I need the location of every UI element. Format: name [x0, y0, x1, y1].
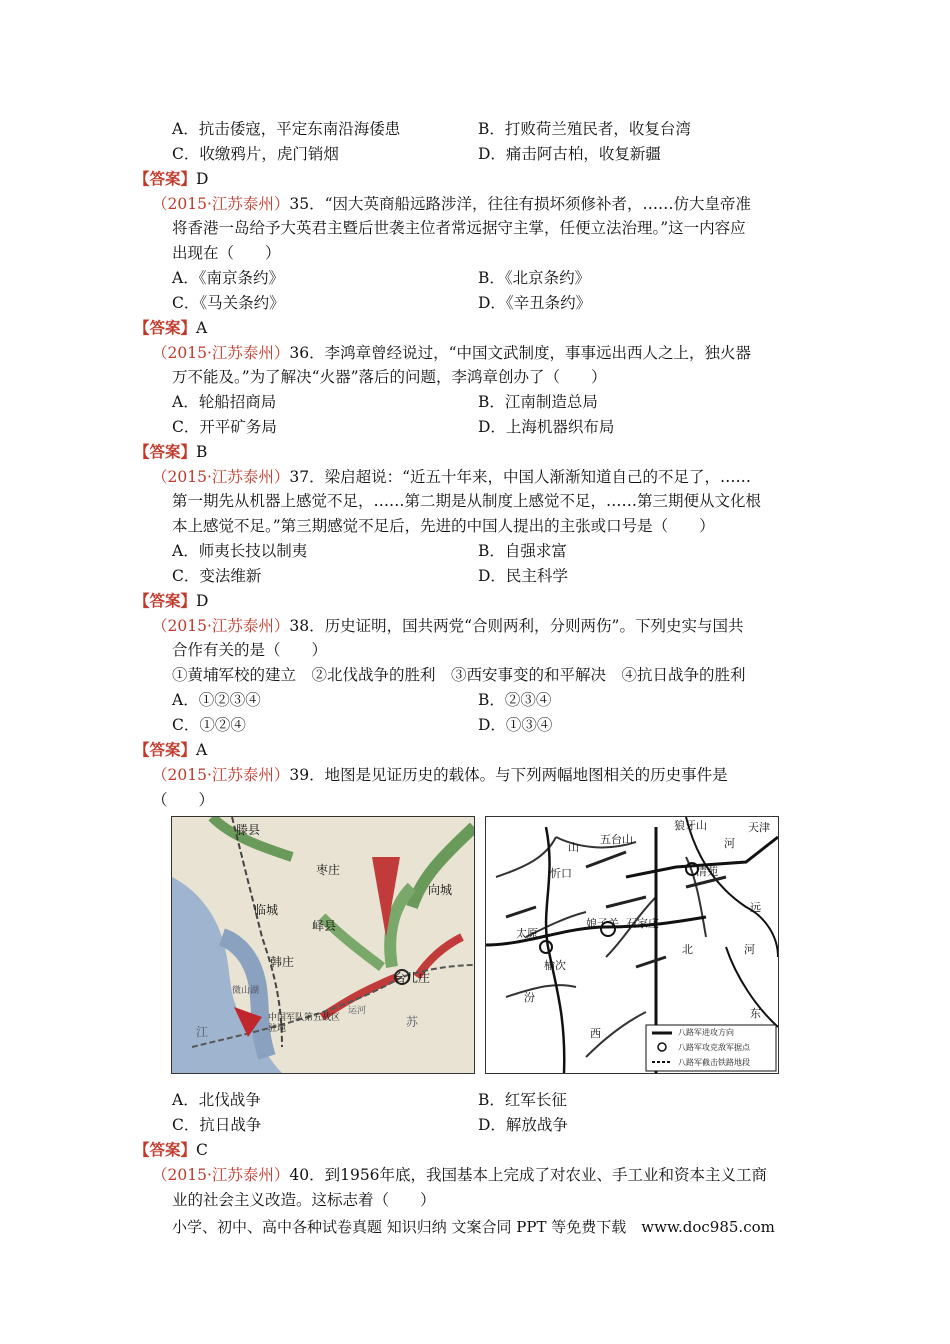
- answer-label: 【答案】: [134, 442, 197, 461]
- q39-stem-1: [152, 763, 728, 787]
- map2-label: 东: [750, 1007, 761, 1020]
- q39-text: 39．地图是见证历史的载体。与下列两幅地图相关的历史事件是: [289, 766, 728, 784]
- q37-stem-3: 本上感觉不足。”第三期感觉不足后，先进的中国人提出的主张或口号是（ ）: [172, 517, 715, 535]
- q34-option-b: B．打败荷兰殖民者，收复台湾: [478, 120, 691, 138]
- q37-text: 37．梁启超说：“近五十年来，中国人渐渐知道自己的不足了，……: [289, 468, 752, 486]
- answer-value: C: [196, 1141, 208, 1159]
- q38-stem-1: [152, 614, 743, 638]
- q35-option-d: D．《辛丑条约》: [478, 294, 592, 312]
- q37-option-c: C．变法维新: [172, 567, 262, 585]
- q35-stem-3: 出现在（ ）: [172, 244, 281, 262]
- q35-text: 35．“因大英商船远路涉洋，往往有损坏须修补者，……仿大皇帝准: [289, 195, 752, 213]
- q38-option-c: C．①②④: [172, 716, 246, 734]
- q35-stem-1: [152, 192, 751, 216]
- q36-stem-1: [152, 341, 751, 365]
- map2-legend-item: 八路军攻克敌军据点: [678, 1043, 750, 1052]
- fenhe-river: [546, 827, 564, 1073]
- q38-source: （2015·江苏泰州）: [152, 617, 290, 635]
- answer-value: D: [196, 592, 209, 610]
- map2-label: 清苑: [696, 865, 718, 878]
- map2-label: 汾: [524, 991, 535, 1004]
- q39-option-c: C．抗日战争: [172, 1116, 262, 1134]
- mountain-range: [496, 837, 706, 1057]
- map1-label: 微山湖: [232, 986, 260, 996]
- q40-source: （2015·江苏泰州）: [152, 1166, 290, 1184]
- map2-label: 远: [750, 901, 761, 914]
- q37-option-b: B．自强求富: [478, 542, 567, 560]
- q38-text: 38．历史证明，国共两党“合则两利，分则两伤”。下列史实与国共: [289, 617, 744, 635]
- q39-option-b: B．红军长征: [478, 1091, 567, 1109]
- map1-label: 滕县: [236, 823, 261, 837]
- captured-point-marker: [540, 941, 552, 953]
- q40-stem-1: [152, 1163, 767, 1187]
- q39-option-a: A．北伐战争: [172, 1091, 261, 1109]
- q39-source: （2015·江苏泰州）: [152, 766, 290, 784]
- q37-option-a: A．师夷长技以制夷: [172, 542, 308, 560]
- map2-label: 太原: [516, 927, 538, 940]
- map2-label: 娘子关: [586, 917, 619, 930]
- q34-answer: [134, 167, 208, 191]
- map2-label: 五台山: [600, 833, 633, 846]
- q36-option-b: B．江南制造总局: [478, 393, 598, 411]
- map1-label: 中国军队第五战区驻地: [268, 1013, 341, 1034]
- q38-option-d: D．①③④: [478, 716, 553, 734]
- map1-label: 苏: [406, 1015, 419, 1029]
- answer-value: A: [196, 319, 208, 337]
- map-north-china: [485, 816, 779, 1074]
- answer-label: 【答案】: [134, 1140, 197, 1159]
- attack-arrow: [506, 852, 726, 967]
- q34-option-d: D．痛击阿古柏，收复新疆: [478, 145, 661, 163]
- q38-stem-3: ①黄埔军校的建立 ②北伐战争的胜利 ③西安事变的和平解决 ④抗日战争的胜利: [172, 666, 746, 684]
- q38-answer: [134, 738, 207, 762]
- q34-option-a: A．抗击倭寇，平定东南沿海倭患: [172, 120, 401, 138]
- q35-option-b: B．《北京条约》: [478, 269, 591, 287]
- q39-option-d: D．解放战争: [478, 1116, 568, 1134]
- q37-option-d: D．民主科学: [478, 567, 568, 585]
- q36-answer: [134, 440, 207, 464]
- map2-label: 忻口: [550, 867, 572, 880]
- map1-label: 运河: [348, 1006, 367, 1016]
- q36-option-c: C．开平矿务局: [172, 418, 277, 436]
- map1-label: 枣庄: [316, 863, 341, 877]
- q35-source: （2015·江苏泰州）: [152, 195, 290, 213]
- map2-label: 狼牙山: [674, 819, 707, 832]
- q38-option-a: A．①②③④: [172, 691, 261, 709]
- answer-label: 【答案】: [134, 740, 197, 759]
- q35-option-c: C．《马关条约》: [172, 294, 285, 312]
- q36-source: （2015·江苏泰州）: [152, 344, 290, 362]
- map1-label: 江: [196, 1025, 209, 1039]
- map2-label: 西: [590, 1027, 601, 1040]
- q35-option-a: A．《南京条约》: [172, 269, 284, 287]
- map1-label: 台儿庄: [394, 971, 431, 985]
- answer-label: 【答案】: [134, 591, 197, 610]
- page-footer: 小学、初中、高中各种试卷真题 知识归纳 文案合同 PPT 等免费下载 www.doc985.com: [172, 1218, 775, 1236]
- map2-legend-item: 八路军截击铁路地段: [678, 1058, 750, 1067]
- map2-label: 北: [682, 943, 693, 956]
- answer-label: 【答案】: [134, 318, 197, 337]
- q37-answer: [134, 589, 208, 613]
- q36-stem-2: 万不能及。”为了解决“火器”落后的问题，李鸿章创办了（ ）: [172, 368, 607, 386]
- map2-label: 榆次: [544, 959, 566, 972]
- q35-answer: [134, 316, 207, 340]
- q38-stem-2: 合作有关的是（ ）: [172, 641, 328, 659]
- answer-value: A: [196, 741, 208, 759]
- answer-label: 【答案】: [134, 169, 197, 188]
- q37-stem-2: 第一期先从机器上感觉不足，……第二期是从制度上感觉不足，……第三期便从文化根: [172, 492, 762, 510]
- map1-label: 峄县: [312, 919, 337, 933]
- map2-legend-item: 八路军进攻方向: [678, 1028, 734, 1037]
- map1-label: 临城: [254, 903, 279, 917]
- map2-label: 河: [724, 837, 735, 850]
- q39-stem-2: （ ）: [152, 791, 215, 809]
- map2-label: 山: [568, 841, 579, 854]
- q36-option-a: A．轮船招商局: [172, 393, 277, 411]
- q37-stem-1: [152, 465, 751, 489]
- map2-label: 河: [744, 943, 755, 956]
- green-arrow: [390, 887, 412, 967]
- map2-label: 石家庄: [626, 917, 659, 930]
- map1-label: 向城: [428, 883, 453, 897]
- q39-answer: [134, 1138, 208, 1162]
- answer-value: D: [196, 170, 209, 188]
- q40-text: 40．到1956年底，我国基本上完成了对农业、手工业和资本主义工商: [289, 1166, 768, 1184]
- q34-option-c: C．收缴鸦片，虎门销烟: [172, 145, 339, 163]
- q37-source: （2015·江苏泰州）: [152, 468, 290, 486]
- q38-option-b: B．②③④: [478, 691, 552, 709]
- q40-stem-2: 业的社会主义改造。这标志着（ ）: [172, 1191, 436, 1209]
- q36-option-d: D．上海机器织布局: [478, 418, 615, 436]
- map2-label: 天津: [748, 821, 770, 834]
- q36-text: 36．李鸿章曾经说过，“中国文武制度，事事远出西人之上，独火器: [289, 344, 752, 362]
- map-taierzhuang: [171, 816, 475, 1074]
- map1-label: 韩庄: [270, 955, 295, 969]
- q35-stem-2: 将香港一岛给予大英君主暨后世袭主位者常远据守主掌，任便立法治理。”这一内容应: [172, 219, 746, 237]
- map-north-china-drawing: [486, 817, 778, 1073]
- answer-value: B: [196, 443, 208, 461]
